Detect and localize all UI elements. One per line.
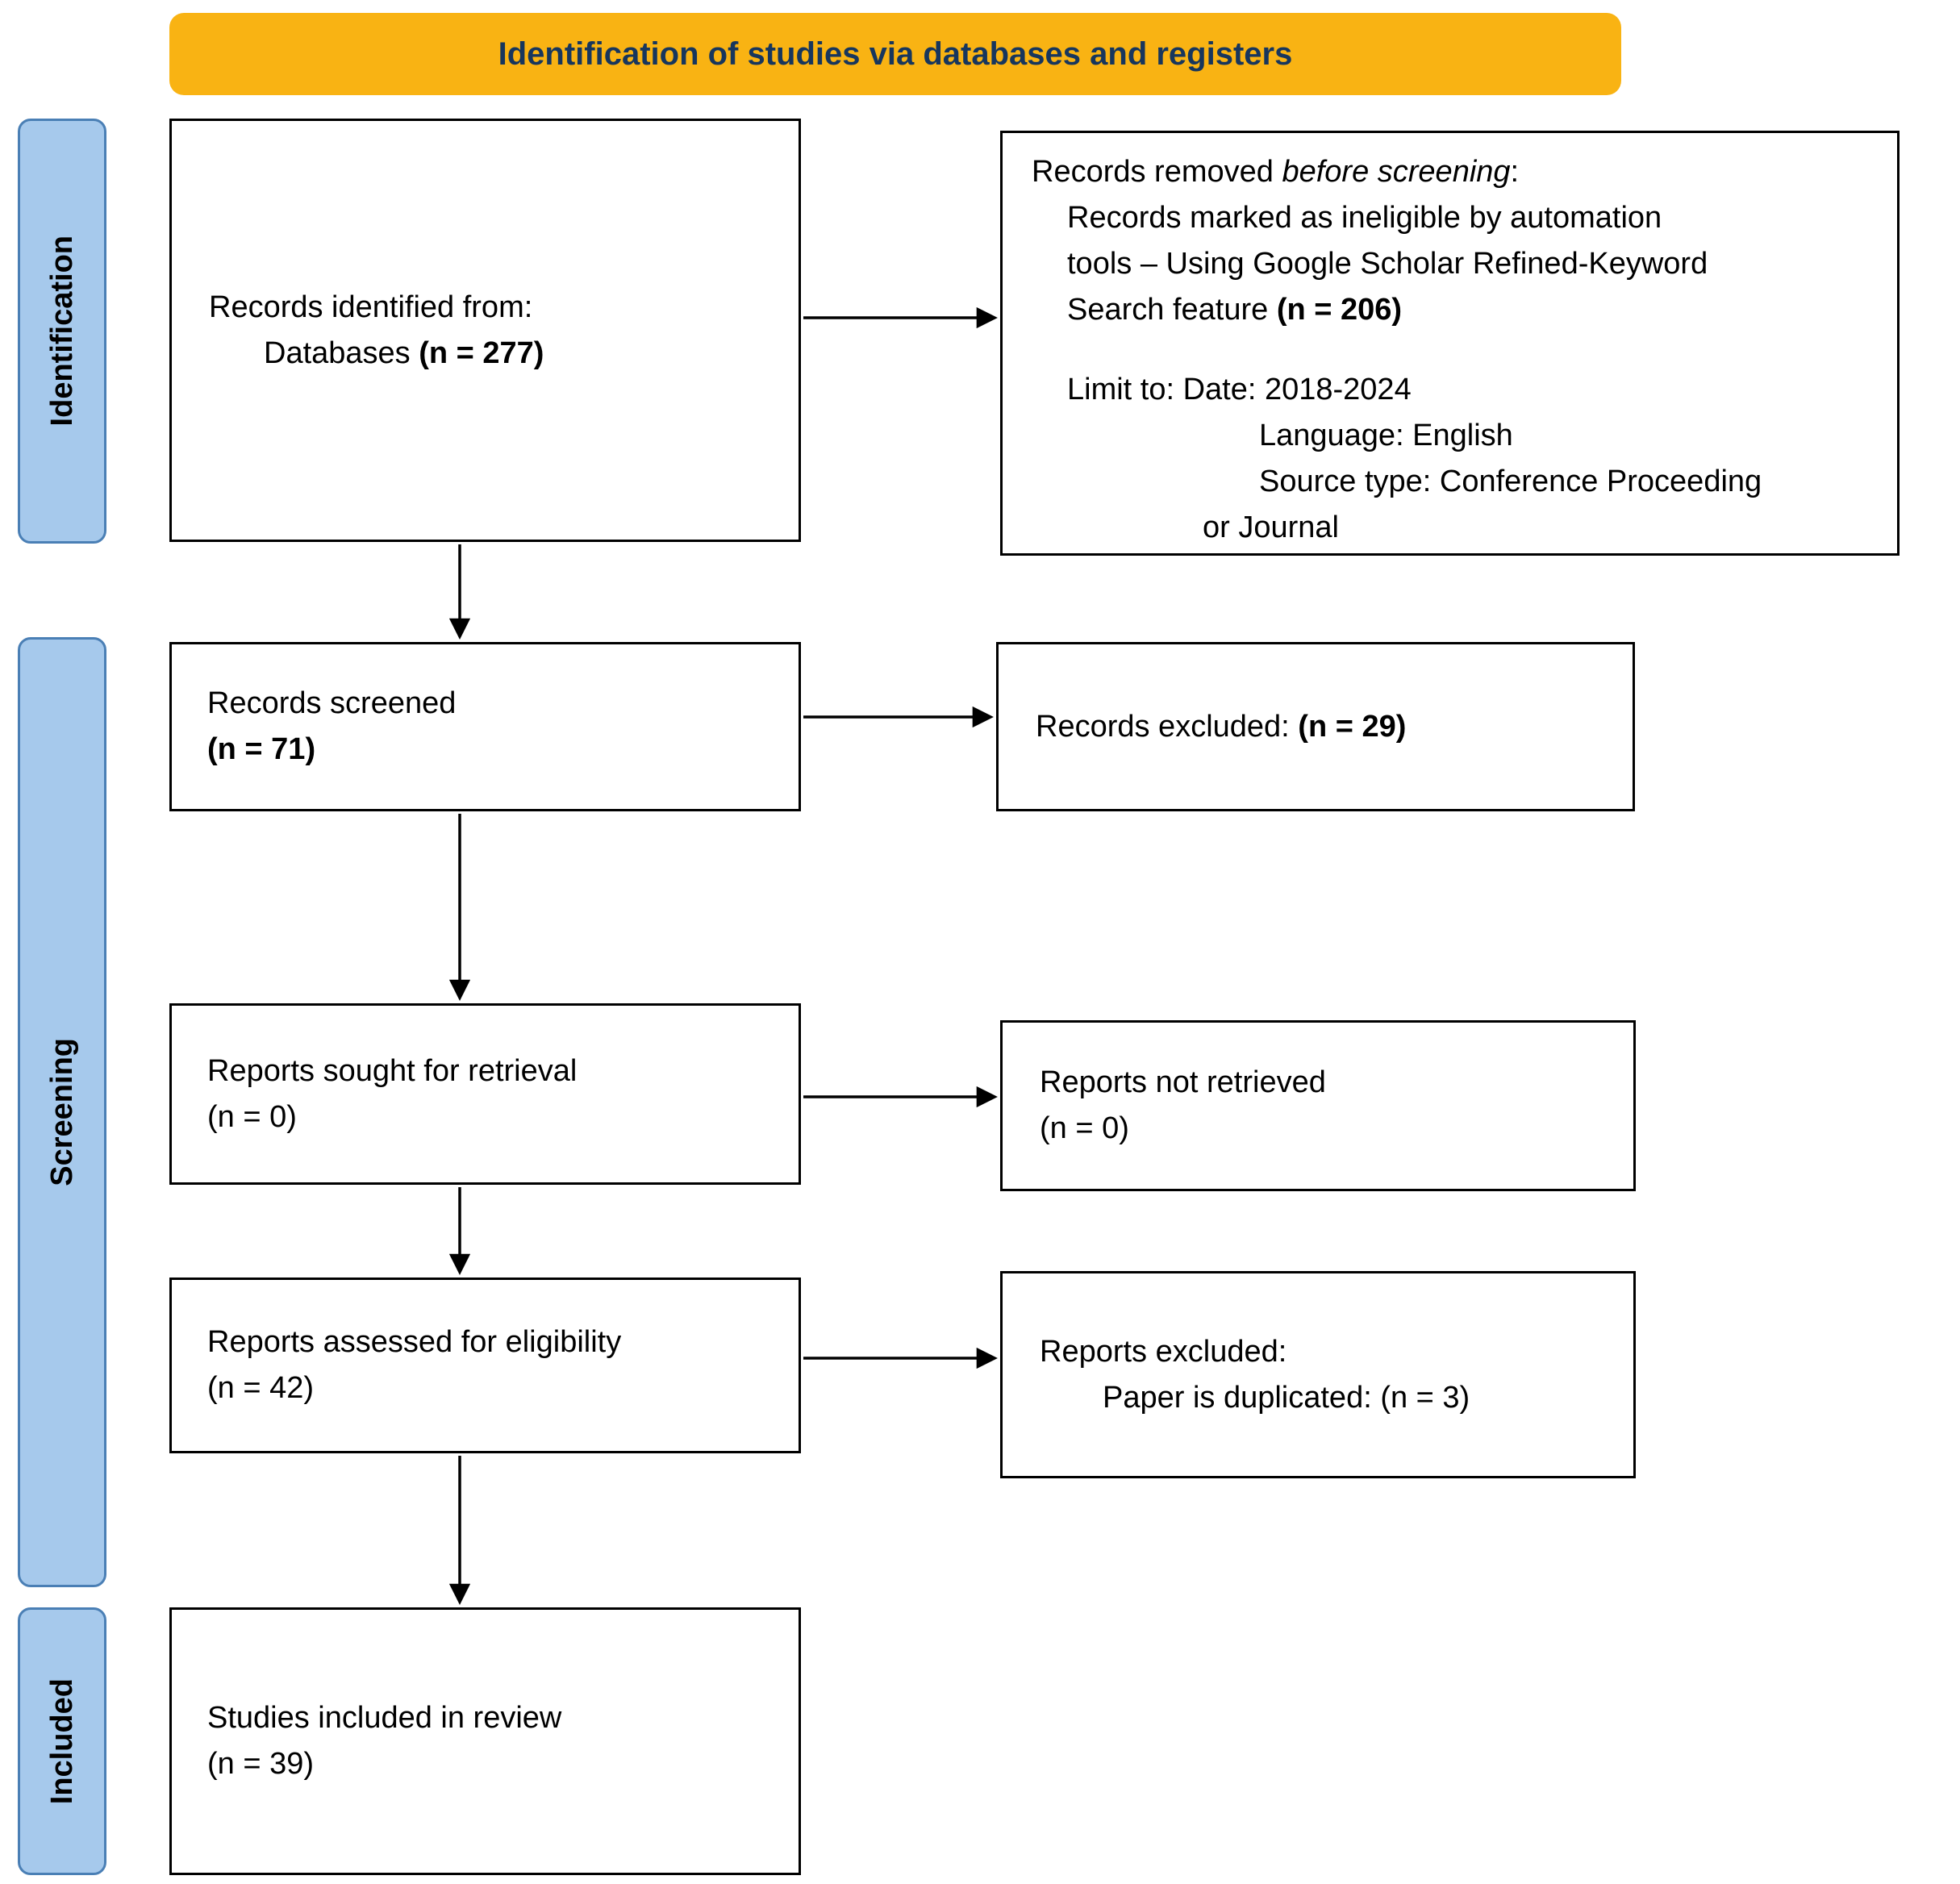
reports-assessed-line1: Reports assessed for eligibility xyxy=(207,1325,622,1359)
box-records-excluded xyxy=(996,642,1635,811)
removed-limit-line4: or Journal xyxy=(1203,511,1339,544)
records-excluded-text: Records excluded: xyxy=(1036,709,1299,744)
box-reports-not-retrieved xyxy=(1000,1020,1636,1191)
box-reports-sought xyxy=(169,1003,801,1185)
databases-count: (n = 277) xyxy=(419,336,544,370)
diagram-title-banner xyxy=(169,13,1621,95)
removed-reason-line1: Records marked as ineligible by automation xyxy=(1067,201,1662,235)
reports-excluded-line1: Reports excluded: xyxy=(1040,1334,1287,1369)
stage-bar-identification xyxy=(18,119,106,544)
records-identified-line2 xyxy=(209,331,799,377)
stage-bar-screening xyxy=(18,637,106,1587)
removed-reason-count: (n = 206) xyxy=(1276,293,1403,327)
removed-limit-line1: Limit to: Date: 2018-2024 xyxy=(1067,373,1412,406)
removed-intro-suffix: : xyxy=(1510,155,1520,189)
removed-limit-line3: Source type: Conference Proceeding xyxy=(1259,465,1762,498)
removed-reason-line2: tools – Using Google Scholar Refined-Keyword xyxy=(1067,247,1708,281)
records-excluded-line xyxy=(1036,704,1633,750)
records-excluded-count: (n = 29) xyxy=(1298,709,1407,744)
reports-not-retrieved-count: (n = 0) xyxy=(1040,1111,1129,1145)
records-screened-count: (n = 71) xyxy=(207,732,316,766)
reports-sought-line1: Reports sought for retrieval xyxy=(207,1053,578,1088)
reports-excluded-line2: Paper is duplicated: (n = 3) xyxy=(1103,1380,1470,1415)
box-reports-assessed xyxy=(169,1278,801,1453)
stage-label-included: Included xyxy=(44,1678,79,1805)
diagram-title: Identification of studies via databases and registers xyxy=(498,35,1293,72)
stage-bar-included xyxy=(18,1607,106,1875)
box-reports-excluded xyxy=(1000,1271,1636,1478)
studies-included-line1: Studies included in review xyxy=(207,1701,562,1735)
stage-label-screening: Screening xyxy=(44,1038,79,1186)
removed-intro-line xyxy=(1032,149,1876,195)
box-records-removed xyxy=(1000,131,1900,556)
box-records-identified xyxy=(169,119,801,542)
box-studies-included xyxy=(169,1607,801,1875)
studies-included-count: (n = 39) xyxy=(207,1747,315,1781)
records-screened-line1: Records screened xyxy=(207,686,457,720)
box-records-screened xyxy=(169,642,801,811)
reports-not-retrieved-line1: Reports not retrieved xyxy=(1040,1065,1326,1099)
removed-intro-italic: before screening xyxy=(1282,155,1511,189)
reports-sought-count: (n = 0) xyxy=(207,1099,297,1134)
removed-reason-line3 xyxy=(1032,287,1876,333)
stage-label-identification: Identification xyxy=(44,235,79,427)
databases-text: Databases xyxy=(264,336,419,370)
reports-assessed-count: (n = 42) xyxy=(207,1371,315,1405)
records-identified-line1: Records identified from: xyxy=(209,290,533,324)
removed-reason-line3-text: Search feature xyxy=(1067,293,1277,327)
removed-intro-prefix: Records removed xyxy=(1032,155,1282,189)
removed-limit-line2: Language: English xyxy=(1259,419,1513,452)
